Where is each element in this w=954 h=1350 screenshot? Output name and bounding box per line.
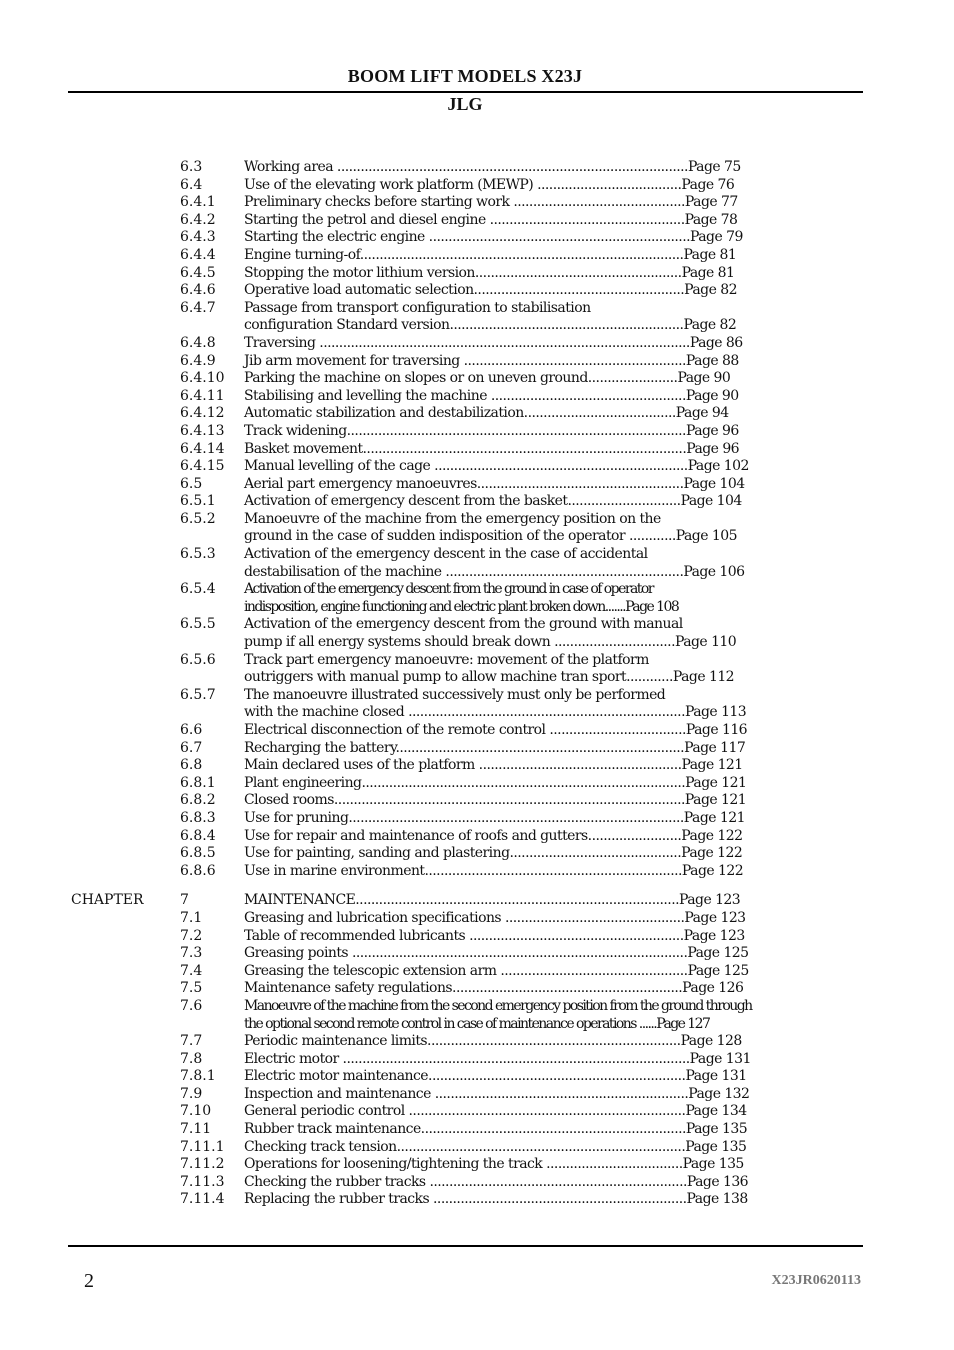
header-rule [68,91,863,93]
toc-entry-text: Electric motor maintenance..................................................................Page 131 [244,1068,747,1085]
toc-entry-number: 6.4.8 [180,334,216,351]
toc-entry-number: 6.4.9 [180,352,216,369]
toc-entry-text: Use for repair and maintenance of roofs and gutters........................Page 122 [244,827,743,844]
toc-entry [0,335,954,353]
toc-entry-text: Checking the rubber tracks ..................................................................Page 136 [244,1173,749,1190]
toc-entry-text: Main declared uses of the platform ....................................................Page 121 [244,757,743,774]
toc-entry-number: 6.7 [180,739,203,756]
toc-entry-number: 6.5.3 [180,546,216,563]
toc-entry [0,493,954,511]
toc-entry [0,892,954,910]
toc-entry-number: 6.5.6 [180,651,216,668]
table-of-contents [0,159,954,1209]
toc-entry [0,370,954,388]
toc-entry-text: Greasing points ......................................................................................Page 125 [244,945,749,962]
toc-entry-text: Operative load automatic selection......................................................Page 82 [244,282,737,299]
toc-entry [0,1191,954,1209]
toc-entry-text: MAINTENANCE...................................................................................Page 123 [244,892,741,909]
toc-entry [0,353,954,371]
toc-entry [0,757,954,775]
toc-entry-text: Basket movement...................................................................................Page 96 [244,440,740,457]
toc-entry [0,1174,954,1192]
toc-entry [0,740,954,758]
toc-entry [0,458,954,476]
toc-entry-number: 6.4.4 [180,246,216,263]
toc-entry [0,963,954,981]
toc-entry [0,828,954,846]
toc-entry [0,1103,954,1121]
toc-entry-number: 7.11 [180,1121,212,1138]
toc-entry-text: Manoeuvre of the machine from the second emergency position from the ground through [244,997,752,1014]
toc-entry-number: 7.6 [180,997,203,1014]
toc-entry-text: indisposition, engine functioning and electric plant broken down.......Page 108 [244,598,679,615]
toc-entry [0,775,954,793]
toc-entry-number: 7.10 [180,1103,212,1120]
toc-entry-text: Table of recommended lubricants .......................................................Page 123 [244,927,745,944]
toc-entry [0,722,954,740]
toc-entry-text: outriggers with manual pump to allow machine tran sport............Page 112 [244,669,735,686]
toc-entry-text: Use of the elevating work platform (MEWP) .....................................Page 76 [244,176,735,193]
toc-entry-number: 6.8.2 [180,792,216,809]
toc-entry [0,476,954,494]
toc-entry-number: 7 [180,892,189,909]
toc-entry-number: 7.8.1 [180,1068,216,1085]
toc-entry-number: 6.4.15 [180,458,225,475]
toc-entry-text: Periodic maintenance limits.................................................................Page 128 [244,1033,742,1050]
toc-entry-text: Use in marine environment..................................................................Page 122 [244,862,744,879]
toc-entry-text: Replacing the rubber tracks .................................................................Page 138 [244,1191,748,1208]
toc-entry-number: 7.2 [180,927,203,944]
toc-entry-number: 6.8.6 [180,862,216,879]
toc-entry-text: Greasing and lubrication specifications ..............................................Page 123 [244,909,746,926]
toc-entry-number: 7.11.4 [180,1191,225,1208]
toc-entry-text: Recharging the battery..........................................................................Page 117 [244,739,746,756]
toc-entry [0,388,954,406]
toc-entry-text: Starting the electric engine ...................................................................Page 79 [244,229,743,246]
toc-entry [0,229,954,247]
toc-entry-number: 6.5.4 [180,581,216,598]
toc-entry [0,546,954,581]
toc-entry [0,581,954,616]
toc-entry-number: 7.3 [180,945,203,962]
toc-entry-number: 6.8.1 [180,774,216,791]
toc-entry [0,212,954,230]
toc-entry-number: 7.11.2 [180,1156,225,1173]
footer-rule [68,1245,863,1247]
toc-entry-number: 6.6 [180,722,203,738]
toc-entry-number: 6.8.3 [180,809,216,826]
toc-entry [0,980,954,998]
toc-entry-text: Preliminary checks before starting work ............................................Page 77 [244,194,738,211]
toc-entry [0,687,954,722]
toc-entry-number: 6.8.5 [180,845,216,862]
toc-entry-text: Working area ..........................................................................................Page 75 [244,159,741,175]
toc-entry [0,405,954,423]
toc-entry-number: 6.4.5 [180,264,216,281]
toc-entry-text: Engine turning-of...................................................................................Page 81 [244,246,737,263]
toc-entry [0,177,954,195]
toc-entry [0,863,954,881]
toc-entry-number: 6.4.10 [180,370,225,387]
toc-entry [0,1086,954,1104]
toc-entry [0,194,954,212]
toc-entry [0,810,954,828]
toc-entry [0,945,954,963]
toc-entry-text: General periodic control .......................................................................Page 134 [244,1103,747,1120]
toc-entry [0,159,954,177]
toc-entry [0,928,954,946]
toc-entry-text: Plant engineering...................................................................................Page 121 [244,774,747,791]
toc-entry-number: 6.4 [180,176,203,193]
toc-entry-number: 6.4.12 [180,405,225,422]
toc-entry-text: Passage from transport configuration to stabilisation [244,299,591,316]
toc-entry-number: 6.4.6 [180,282,216,299]
toc-entry [0,441,954,459]
toc-entry [0,265,954,283]
toc-entry [0,300,954,335]
toc-entry-text: Electric motor .........................................................................................Page 131 [244,1050,751,1067]
toc-entry-text: Manual levelling of the cage .................................................................Page 102 [244,458,749,475]
toc-entry [0,511,954,546]
toc-entry-text: Automatic stabilization and destabilization.......................................Page 94 [244,405,729,422]
toc-entry-text: Parking the machine on slopes or on uneven ground.......................Page 90 [244,370,731,387]
toc-entry-number: 6.4.11 [180,387,225,404]
toc-entry-number: 7.5 [180,980,203,997]
toc-entry [0,423,954,441]
toc-entry-text: Starting the petrol and diesel engine ..................................................Page 78 [244,211,738,228]
toc-entry-text: Use for painting, sanding and plastering............................................Page 122 [244,845,743,862]
toc-entry [0,282,954,300]
toc-entry-text: Aerial part emergency manoeuvres.....................................................Page 104 [244,475,745,492]
toc-entry-text: the optional second remote control in case of maintenance operations ......Page 127 [244,1015,710,1032]
toc-entry-text: Activation of emergency descent from the basket.............................Page 104 [244,493,742,510]
toc-entry-text: Activation of the emergency descent in the case of accidental [244,546,648,563]
toc-chapter-label: CHAPTER [71,892,144,909]
toc-entry-number: 6.5.5 [180,616,216,633]
toc-entry-number: 6.5.2 [180,510,216,527]
toc-entry [0,652,954,687]
toc-entry-number: 6.5 [180,475,203,492]
toc-entry [0,910,954,928]
toc-entry-text: Closed rooms..........................................................................................Page 121 [244,792,747,809]
toc-entry [0,1156,954,1174]
toc-entry-number: 6.8.4 [180,827,216,844]
toc-entry-text: Jib arm movement for traversing .........................................................Page 88 [244,352,739,369]
toc-entry-text: Greasing the telescopic extension arm ................................................Page 125 [244,962,749,979]
toc-entry-text: The manoeuvre illustrated successively must only be performed [244,686,666,703]
toc-entry [0,247,954,265]
toc-entry [0,1121,954,1139]
toc-entry-number: 6.4.13 [180,422,225,439]
toc-entry-text: configuration Standard version............................................................Page 82 [244,317,737,334]
toc-entry-text: ground in the case of sudden indisposition of the operator ............Page 105 [244,528,737,545]
toc-entry-number: 6.4.1 [180,194,216,211]
toc-entry-number: 6.5.1 [180,493,216,510]
toc-entry-number: 7.11.3 [180,1173,225,1190]
toc-entry [0,1068,954,1086]
header-brand: JLG [447,94,483,114]
toc-entry-text: Rubber track maintenance....................................................................Page 135 [244,1121,748,1138]
toc-entry [0,616,954,651]
toc-entry-number: 6.4.2 [180,211,216,228]
toc-entry [0,998,954,1033]
toc-entry-number: 7.7 [180,1033,203,1050]
toc-entry [0,1139,954,1157]
toc-entry-text: Manoeuvre of the machine from the emergency position on the [244,510,661,527]
toc-entry-number: 7.11.1 [180,1138,225,1155]
toc-entry-text: Stopping the motor lithium version.....................................................Page 81 [244,264,735,281]
toc-entry [0,1033,954,1051]
toc-entry-text: Maintenance safety regulations...........................................................Page 126 [244,980,744,997]
toc-entry-text: pump if all energy systems should break down ...............................Page 110 [244,634,737,651]
toc-entry-text: Track widening.......................................................................................Page 96 [244,422,739,439]
toc-entry-number: 7.9 [180,1085,203,1102]
toc-entry [0,792,954,810]
toc-entry-number: 6.4.3 [180,229,216,246]
toc-entry-text: Checking track tension..........................................................................Page 135 [244,1138,747,1155]
toc-entry-number: 6.4.14 [180,440,225,457]
toc-entry-text: destabilisation of the machine .............................................................Page 106 [244,563,745,580]
toc-entry-number: 7.1 [180,909,203,926]
toc-entry-text: Use for pruning......................................................................................Page 121 [244,809,745,826]
toc-entry-text: Stabilising and levelling the machine ..................................................Page 90 [244,387,739,404]
toc-entry [0,1051,954,1069]
document-code: X23JR0620113 [771,1273,861,1288]
toc-entry-text: Activation of the emergency descent from the ground in case of operator [244,581,653,598]
toc-entry-text: Inspection and maintenance .................................................................Page 132 [244,1085,750,1102]
header-title: BOOM LIFT MODELS X23J [347,66,583,86]
toc-entry-text: Electrical disconnection of the remote control ...................................Page 116 [244,722,748,738]
toc-entry [0,845,954,863]
toc-entry-number: 6.4.7 [180,299,216,316]
toc-entry-text: Activation of the emergency descent from the ground with manual [244,616,683,633]
toc-entry-number: 6.5.7 [180,686,216,703]
toc-entry-number: 7.8 [180,1050,203,1067]
toc-entry-number: 7.4 [180,962,203,979]
toc-entry-text: Traversing ...............................................................................................Page 86 [244,334,743,351]
toc-entry-number: 6.3 [180,159,203,175]
toc-entry-text: with the machine closed .......................................................................Page 113 [244,704,747,721]
toc-entry-text: Operations for loosening/tightening the track ...................................Page 135 [244,1156,744,1173]
page-number: 2 [84,1270,94,1292]
toc-entry-text: Track part emergency manoeuvre: movement of the platform [244,651,649,668]
toc-entry-number: 6.8 [180,757,203,774]
